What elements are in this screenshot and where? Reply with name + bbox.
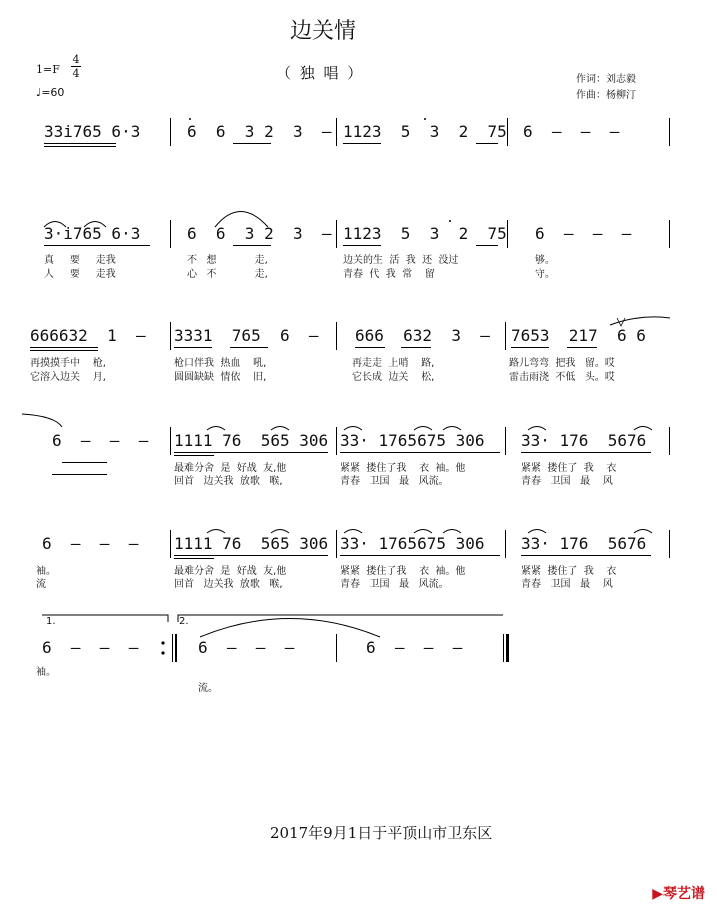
lyric-verse-1: 够。	[535, 255, 555, 266]
time-signature-top: 4	[72, 53, 80, 66]
measure-notes: 3331 765 6 –	[174, 326, 319, 345]
measure-notes: 6 – – –	[523, 122, 620, 141]
lyric-verse-2: 流	[36, 579, 46, 590]
slur	[528, 530, 546, 534]
lyric-verse-1: 紧紧 搂住了我 衣 袖。他	[340, 463, 466, 474]
slur	[22, 414, 62, 427]
quarter-note-icon: ♩	[36, 86, 42, 99]
lyric-verse-1: 再走走 上哨 路,	[352, 358, 435, 369]
slur	[215, 212, 268, 228]
lyric-verse-2: 它溶入边关 月,	[30, 372, 106, 383]
measure-notes: 6 – – –	[42, 638, 139, 657]
measure-notes: 33· 1765675 306	[340, 534, 485, 553]
measure-notes: 6 – – –	[366, 638, 463, 657]
lyric-verse-1: 不 想 走,	[187, 255, 268, 266]
lyric-verse-1: 最难分舍 是 好战 友,他	[174, 566, 287, 577]
slur	[207, 530, 225, 534]
lyric-verse-2: 青春 卫国 最 风流。	[340, 476, 449, 487]
volta-1-label: 1.	[46, 616, 56, 627]
slur	[207, 427, 225, 431]
lyric-verse-1: 边关的生 活 我 还 没过	[343, 255, 459, 266]
slur	[344, 530, 362, 534]
volta-2-label: 2.	[179, 616, 189, 627]
slur	[271, 427, 289, 431]
logo-icon: ▶	[652, 886, 663, 902]
measure-notes: 6 – – –	[535, 224, 632, 243]
composer-credit: 作曲：杨柳汀	[576, 90, 636, 101]
lyric-verse-1: 紧紧 搂住了我 衣 袖。他	[340, 566, 466, 577]
measure-notes: 666 632 3 –	[355, 326, 490, 345]
lyric-verse-1: 枪口伴我 热血 吼,	[174, 358, 267, 369]
measure-notes: 7653 217 6 6	[511, 326, 646, 345]
lyric-verse-2: 它长成 边关 松,	[352, 372, 435, 383]
measure-notes: 666632 1 –	[30, 326, 146, 345]
slur	[414, 427, 432, 431]
lyric-verse-1: 紧紧 搂住了 我 衣	[521, 463, 617, 474]
slur	[344, 427, 362, 431]
lyric-verse-2: 圆圆缺缺 情依 旧,	[174, 372, 267, 383]
lyric-verse-2: 青春 卫国 最 风流。	[340, 579, 449, 590]
measure-notes: 6 – – –	[42, 534, 139, 553]
octave-dot	[424, 118, 426, 120]
lyric-verse-2: 青春 卫国 最 风	[521, 579, 613, 590]
lyric-verse-1: 袖。	[36, 667, 56, 678]
lyric-verse-2: 青春 代 我 常 留	[343, 269, 435, 280]
lyric-verse-2: 雷击雨浇 不低 头。哎	[509, 372, 615, 383]
volta-1-bracket	[42, 615, 168, 622]
measure-notes: 33· 1765675 306	[340, 431, 485, 450]
lyric-verse-2: 人 要 走我	[44, 269, 116, 280]
lyric-verse-1: 紧紧 搂住了 我 衣	[521, 566, 617, 577]
repeat-dot	[161, 641, 164, 644]
time-signature-bottom: 4	[72, 67, 80, 80]
measure-notes: 1123 5 3 2 75	[343, 122, 507, 141]
slur	[443, 427, 461, 431]
measure-notes: 6 6 3 2 3 –	[187, 122, 332, 141]
lyric-verse-2: 青春 卫国 最 风	[521, 476, 613, 487]
octave-dot	[449, 220, 451, 222]
slur	[634, 530, 652, 534]
tempo-value: =60	[41, 86, 65, 99]
lyric-verse-2: 回首 边关我 放歌 喉,	[174, 476, 283, 487]
measure-notes: 33· 176 5676	[521, 431, 647, 450]
slur	[528, 427, 546, 431]
measure-notes: 6 – – –	[198, 638, 295, 657]
slur	[443, 530, 461, 534]
octave-dot	[189, 118, 191, 120]
measure-notes: 33· 176 5676	[521, 534, 647, 553]
lyric-verse-1: 再摸摸手中 枪,	[30, 358, 106, 369]
lyric-verse-2: 守。	[535, 269, 555, 280]
slur	[634, 427, 652, 431]
volta-2-bracket	[178, 615, 503, 622]
song-title: 边关情	[290, 19, 357, 44]
composition-date: 2017年9月1日于平顶山市卫东区	[270, 824, 493, 842]
repeat-dot	[161, 651, 164, 654]
tie	[200, 619, 380, 638]
slur	[44, 222, 66, 228]
slur	[414, 530, 432, 534]
key-signature: 1=F	[36, 63, 60, 76]
watermark-logo: ▶琴艺谱	[652, 886, 705, 902]
lyric-verse-1: 袖。	[36, 566, 56, 577]
lyric-verse-1: 最难分舍 是 好战 友,他	[174, 463, 287, 474]
measure-notes: 1123 5 3 2 75	[343, 224, 507, 243]
lyricist-credit: 作词：刘志毅	[576, 74, 636, 85]
measure-notes: 6 – – –	[52, 431, 149, 450]
measure-notes: 1111 76 565 306	[174, 431, 329, 450]
measure-notes: 6 6 3 2 3 –	[187, 224, 332, 243]
lyric-verse-1: 流。	[198, 683, 218, 694]
song-subtitle: （ 独 唱 ）	[276, 64, 365, 82]
slur	[84, 222, 106, 228]
measure-notes: 33i765 6·3	[44, 122, 141, 141]
lyric-verse-1: 真 要 走我	[44, 255, 116, 266]
lyric-verse-2: 回首 边关我 放歌 喉,	[174, 579, 283, 590]
lyric-verse-1: 路儿弯弯 把我 留。哎	[509, 358, 615, 369]
slur	[271, 530, 289, 534]
slur	[610, 317, 670, 325]
measure-notes: 1111 76 565 306	[174, 534, 329, 553]
lyric-verse-2: 心 不 走,	[187, 269, 268, 280]
measure-notes: 3·i765 6·3	[44, 224, 141, 243]
